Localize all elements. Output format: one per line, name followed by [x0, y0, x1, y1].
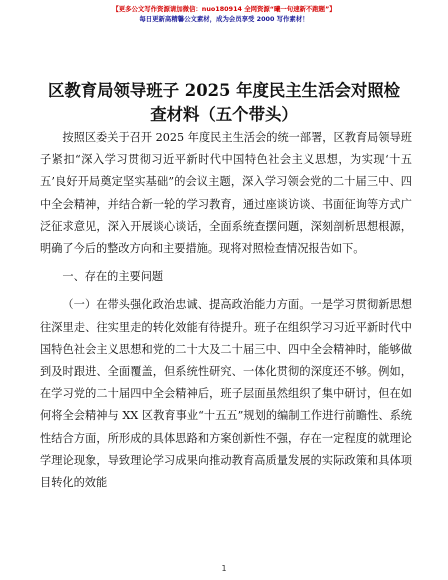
- document-body: [40, 127, 412, 494]
- intro-paragraph: 按照区委关于召开 2025 年度民主生活会的统一部署，区教育局领导班子紧扣“深入学习贯彻习近平新时代中国特色社会主义思想，为实现‘十五五’良好开局奠定坚实基础”的会议主题，深入学习领会党的二十届三中、四中全会精神，并结合新一轮的学习教育，通过座谈访谈、书面征询等方式广泛征求意见，深入开展谈心谈话，全面系统查摆问题，深刻剖析思想根源，明确了今后的整改方向和主要措施。现将对照检查情况报告如下。: [40, 131, 412, 256]
- promo-banner-line-2: 每日更新高精馨公文素材，成为会员享受 2000 写作素材！: [139, 15, 309, 23]
- page-number: 1: [221, 564, 227, 573]
- body-paragraph: （一）在带头强化政治忠诚、提高政治能力方面。一是学习贯彻新思想往深里走、往实里走的转化效能有待提升。班子在组织学习习近平新时代中国特色社会主义思想和党的二十大及二十届三中、四中全会精神时，能够做到及时跟进、全面覆盖，但系统性研究、一体化贯彻的深度还不够。例如，在学习党的二十届四中全会精神后，班子层面虽然组织了集中研讨，但在如何将全会精神与 XX 区教育事业“十五五”规划的编制工作进行前瞻性、系统性结合方面，所形成的具体思路和方案创新性不强，存在一定程度的就理论学理论现象，导致理论学习成果向推动教育高质量发展的实际政策和具体项目转化的效能: [40, 298, 412, 490]
- section-heading: 一、存在的主要问题: [62, 270, 164, 284]
- promo-banner-line-1: 【更多公文写作资源请加微信：nuo180914 全网资源“曦一句速新不跑题”】: [112, 5, 336, 13]
- promo-banner: [0, 4, 448, 24]
- document-title: 区教育局领导班子 2025 年度民主生活会对照检查材料（五个带头）: [47, 81, 401, 124]
